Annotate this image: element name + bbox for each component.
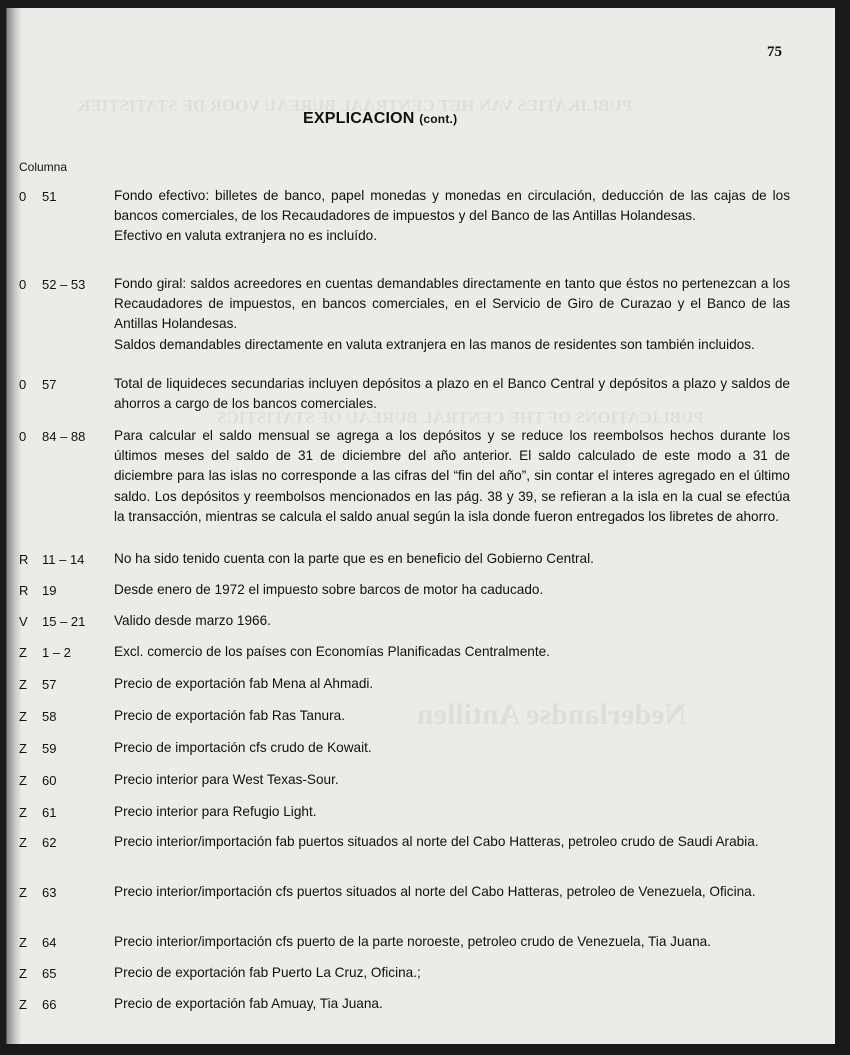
explanation-text [114, 963, 790, 983]
explanation-text [114, 706, 790, 726]
explanation-text [114, 994, 790, 1014]
explanation-paragraph: Precio de exportación fab Amuay, Tia Juana. [114, 996, 383, 1011]
explanation-paragraph: Precio interior/importación cfs puerto de la parte noroeste, petroleo crudo de Venezuela, Tia Juana. [114, 934, 711, 949]
explanation-text [114, 186, 790, 247]
column-number: 63 [42, 885, 57, 900]
column-number: 15 – 21 [42, 614, 86, 629]
column-number: 61 [42, 805, 57, 820]
show-through-heading: PUBLIKATIES VAN HET CENTRAAL BUREAU VOOR DE STATISTIEK [77, 96, 633, 115]
explanation-paragraph: No ha sido tenido cuenta con la parte que es en beneficio del Gobierno Central. [114, 551, 594, 566]
explanation-text [114, 426, 790, 527]
column-number: 57 [42, 677, 57, 692]
table-reference-letter: 0 [19, 429, 27, 444]
column-number: 57 [42, 377, 57, 392]
explanation-text [114, 832, 790, 852]
table-reference-letter: R [19, 552, 29, 567]
page-title-main: EXPLICACION [303, 110, 415, 127]
table-reference-letter: Z [19, 773, 27, 788]
explanation-paragraph: Precio de importación cfs crudo de Kowait. [114, 740, 372, 755]
explanation-text [114, 770, 790, 790]
page-number: 75 [767, 44, 782, 60]
column-number: 19 [42, 583, 57, 598]
column-number: 11 – 14 [42, 552, 85, 567]
column-number: 84 – 88 [42, 429, 86, 444]
explanation-paragraph: Precio interior/importación cfs puertos situados al norte del Cabo Hatteras, petroleo de Venezuela, Oficina. [114, 884, 756, 899]
column-number: 59 [42, 741, 57, 756]
document-page [6, 8, 835, 1044]
table-reference-letter: Z [19, 835, 27, 850]
explanation-text [114, 738, 790, 758]
explanation-text [114, 549, 790, 569]
explanation-text [114, 674, 790, 694]
explanation-paragraph: Precio interior/importación fab puertos situados al norte del Cabo Hatteras, petroleo crudo de Saudi Arabia. [114, 834, 759, 849]
show-through-heading-3: Nederlandse Antillen [417, 698, 687, 731]
table-reference-letter: Z [19, 805, 27, 820]
table-reference-letter: Z [19, 935, 27, 950]
table-reference-letter: 0 [19, 377, 27, 392]
explanation-text [114, 932, 790, 952]
explanation-paragraph: Valido desde marzo 1966. [114, 613, 271, 628]
column-number: 64 [42, 935, 57, 950]
page-title-suffix: (cont.) [419, 112, 458, 126]
explanation-text [114, 611, 790, 631]
explanation-text [114, 274, 790, 355]
column-number: 51 [42, 189, 57, 204]
explanation-paragraph: Desde enero de 1972 el impuesto sobre barcos de motor ha caducado. [114, 582, 544, 597]
explanation-text [114, 374, 790, 414]
table-reference-letter: 0 [19, 189, 27, 204]
table-reference-letter: Z [19, 677, 27, 692]
page-title [303, 110, 457, 128]
explanation-paragraph: Total de liquideces secundarias incluyen depósitos a plazo en el Banco Central y depósitos a plazo y saldos de ahorros a cargo de los bancos comerciales. [114, 376, 790, 412]
table-reference-letter: Z [19, 709, 27, 724]
table-reference-letter: Z [19, 885, 27, 900]
column-label: Columna [19, 160, 68, 174]
table-reference-letter: Z [19, 966, 27, 981]
table-reference-letter: Z [19, 997, 27, 1012]
table-reference-letter: Z [19, 741, 27, 756]
explanation-text [114, 580, 790, 600]
explanation-text [114, 642, 790, 662]
column-number: 58 [42, 709, 57, 724]
show-through-heading-2: PUBLICATIONS OF THE CENTRAL BUREAU OF STATISTICS [217, 408, 704, 427]
column-number: 60 [42, 773, 57, 788]
explanation-paragraph: Precio de exportación fab Mena al Ahmadi. [114, 676, 374, 691]
explanation-text [114, 802, 790, 822]
column-number: 66 [42, 997, 57, 1012]
column-number: 62 [42, 835, 57, 850]
column-number: 65 [42, 966, 57, 981]
table-reference-letter: R [19, 583, 29, 598]
explanation-paragraph: Precio interior para West Texas-Sour. [114, 772, 339, 787]
explanation-paragraph: Excl. comercio de los países con Economías Planificadas Centralmente. [114, 644, 550, 659]
table-reference-letter: 0 [19, 277, 27, 292]
explanation-paragraph: Saldos demandables directamente en valuta extranjera en las manos de residentes son también incluidos. [114, 336, 755, 352]
column-number: 1 – 2 [42, 645, 71, 660]
explanation-paragraph: Precio de exportación fab Puerto La Cruz, Oficina.; [114, 965, 421, 980]
explanation-paragraph: Precio interior para Refugio Light. [114, 804, 317, 819]
column-number: 52 – 53 [42, 277, 86, 292]
explanation-paragraph: Efectivo en valuta extranjera no es incluído. [114, 228, 377, 244]
explanation-text [114, 882, 790, 902]
explanation-paragraph: Fondo giral: saldos acreedores en cuentas demandables directamente en tanto que éstos no pertenezcan a los Recaudadores de impuestos, en bancos comerciales, en el Servicio de Giro de Curazao y el Banco de las Antillas Holandesas. [114, 276, 790, 332]
explanation-paragraph: Fondo efectivo: billetes de banco, papel monedas y monedas en circulación, deducción de las cajas de los bancos comerciales, de los Recaudadores de impuestos y del Banco de las Antillas Holandesas. [114, 188, 790, 224]
table-reference-letter: V [19, 614, 28, 629]
table-reference-letter: Z [19, 645, 27, 660]
explanation-paragraph: Precio de exportación fab Ras Tanura. [114, 708, 345, 723]
explanation-paragraph: Para calcular el saldo mensual se agrega a los depósitos y se reduce los reembolsos hechos durante los últimos meses del saldo de 31 de diciembre del año anterior. El saldo calculado de este modo a 31 de diciembre para las islas no corresponde a las cifras del “fin del año”, sin contar el interes agregado en el último saldo. Los depósitos y reembolsos mencionados en las pág. 38 y 39, se refieran a la isla en la cual se efectúa la transacción, mientras se calcula el saldo anual según la isla donde fueron entregados los libretes de ahorro. [114, 428, 790, 524]
